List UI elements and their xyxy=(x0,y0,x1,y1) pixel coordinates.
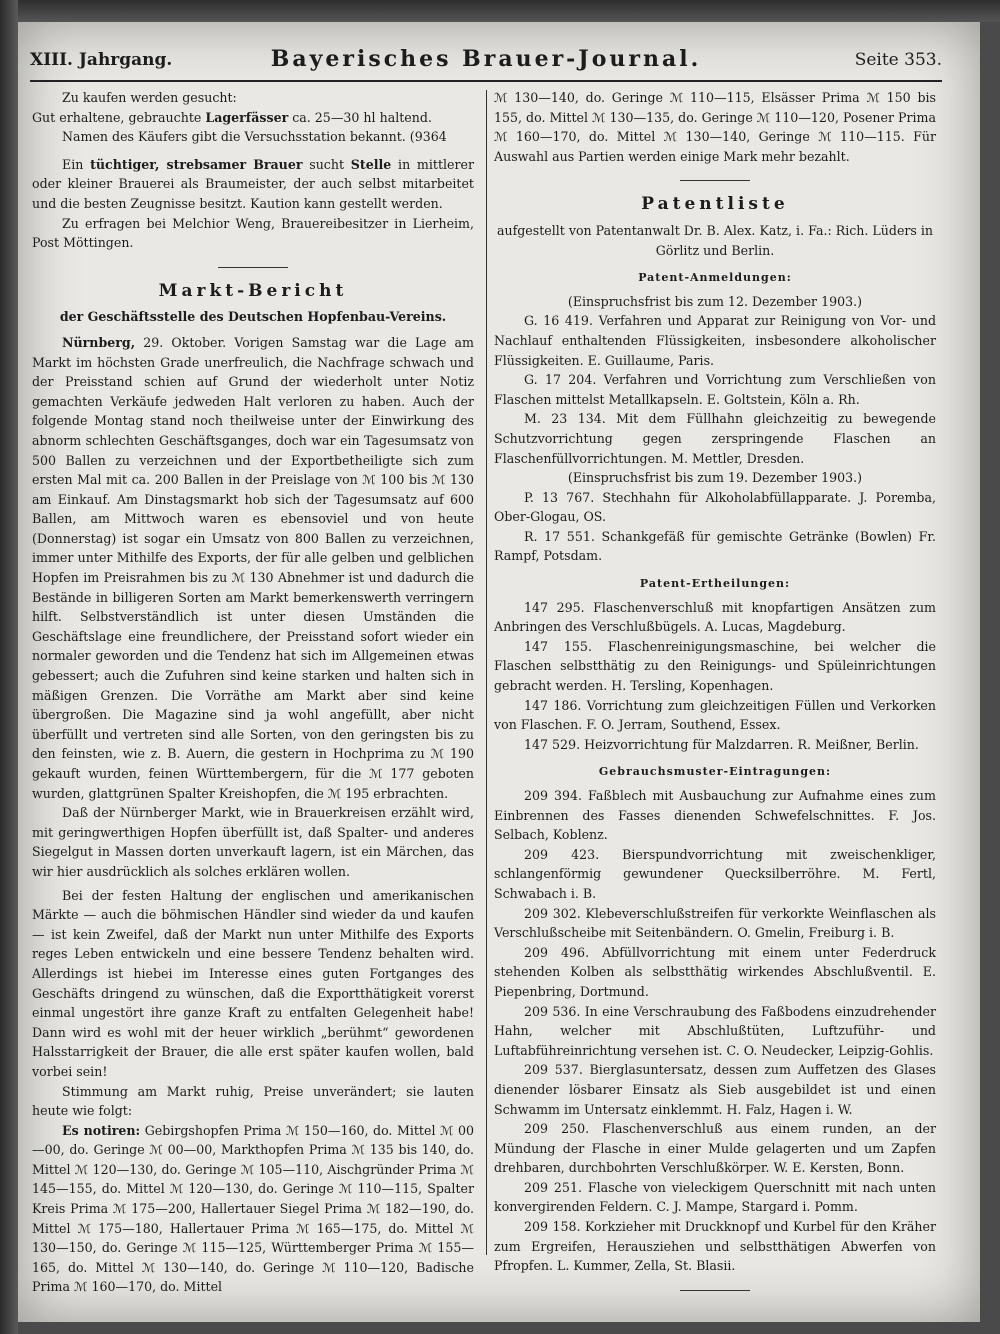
journal-title: Bayerisches Brauer-Journal. xyxy=(270,46,702,72)
scan-edge-left xyxy=(0,0,18,1334)
utility-model-entry: 209 496. Abfüllvorrichtung mit einem unter Federdruck stehenden Kolben als selbstthätig wirkendes Abschlußventil. E. Piepenbring, Dortmund. xyxy=(494,944,936,999)
right-column xyxy=(494,88,936,1305)
column-divider xyxy=(486,90,487,1255)
page-header xyxy=(30,40,942,82)
market-paragraph-2: Daß der Nürnberger Markt, wie in Brauerkreisen erzählt wird, mit geringwerthigen Hopfen überfüllt ist, daß Spalter- und anderes Siegelgut in Massen dorten unverkauft lagern, ist ein Märchen, das wir hier ausdrücklich als solches erklären wollen. xyxy=(32,805,474,879)
market-report-subtitle: der Geschäftsstelle des Deutschen Hopfenbau-Vereins. xyxy=(59,309,447,325)
market-paragraph-3: Bei der festen Haltung der englischen und amerikanischen Märkte — auch die böhmischen Händler sind wieder da und kaufen — ist kein Zweifel, daß der Markt nun unter Mithilfe des Exports reges Leben entwickeln und eine bessere Tendenz behalten wird. Allerdings ist hiebei im Interesse eines guten Fortganges des Geschäfts dringend zu wünschen, daß die Exportthätigkeit vorerst einmal ungestört ihre ganze Kraft zu entfalten Gelegenheit habe! Dann wird es wohl mit der heuer wirklich „berühmt“ gewordenen Halsstarrigkeit der Brauer, die alle erst später kaufen wollen, bald vorbei sein! xyxy=(32,887,474,1079)
left-column xyxy=(32,88,474,1297)
utility-model-entry: 209 302. Klebeverschlußstreifen für verkorkte Weinflaschen als Verschlußscheibe mit Seitenbändern. O. Gmelin, Freiburg i. B. xyxy=(494,905,936,941)
ad1-line2: Gut erhaltene, gebrauchte Lagerfässer ca. 25—30 hl haltend. xyxy=(32,109,432,125)
utility-model-entry: 209 537. Bierglasuntersatz, dessen zum Auffetzen des Glases dienender lösbarer Einsatz als Sieb ausgebildet ist und einen Schwamm im Untersatz einklemmt. H. Falz, Hagen i. W. xyxy=(494,1062,936,1117)
utility-model-entry: 209 423. Bierspundvorrichtung mit zweischenkliger, schlangenförmig gewundener Quecksilberröhre. M. Fertl, Schwabach i. B. xyxy=(494,846,936,901)
volume-label: XIII. Jahrgang. xyxy=(30,50,173,70)
market-paragraph-4: Stimmung am Markt ruhig, Preise unverändert; sie lauten heute wie folgt: xyxy=(32,1083,474,1119)
patent-application: R. 17 551. Schankgefäß für gemischte Getränke (Bowlen) Fr. Rampf, Potsdam. xyxy=(494,528,936,564)
utility-model-entry: 209 251. Flasche von vieleckigem Querschnitt mit nach unten konvergirenden Feldern. C. J. Mampe, Stargard i. Pomm. xyxy=(494,1179,936,1215)
page-number: Seite 353. xyxy=(854,50,942,70)
patent-list-subtitle: aufgestellt von Patentanwalt Dr. B. Alex. Katz, i. Fa.: Rich. Lüders in Görlitz und Berlin. xyxy=(496,222,934,258)
objection-period-1: (Einspruchsfrist bis zum 12. Dezember 1903.) xyxy=(567,293,863,309)
patent-grant: 147 186. Vorrichtung zum gleichzeitigen Füllen und Verkorken von Flaschen. F. O. Jerram, Southend, Essex. xyxy=(494,697,936,733)
patent-applications-heading: Patent-Anmeldungen: xyxy=(638,271,792,285)
patent-grants-heading: Patent-Ertheilungen: xyxy=(639,577,791,591)
utility-model-entry: 209 394. Faßblech mit Ausbauchung zur Aufnahme eines zum Einbrennen des Fasses dienenden Schwefelschnittes. F. Jos. Selbach, Koblenz. xyxy=(494,788,936,843)
market-report-title: Markt-Bericht xyxy=(158,280,348,301)
utility-model-entry: 209 158. Korkzieher mit Druckknopf und Kurbel für den Kräher zum Ergreifen, Herausziehen und selbstthätigen Abwerfen von Pfropfen. L. Kummer, Zella, St. Blasii. xyxy=(494,1219,936,1274)
utility-model-entry: 209 250. Flaschenverschluß aus einem runden, an der Mündung der Flasche in einer Mulde gelagerten und um Zapfen drehbaren, durchbohrten Verschlußkörper. W. E. Kersten, Bonn. xyxy=(494,1121,936,1176)
ad1-line1: Zu kaufen werden gesucht: xyxy=(62,90,237,105)
utility-model-entry: 209 536. In eine Verschraubung des Faßbodens einzudrehender Hahn, welcher mit Abschlußtüten, Luftzuführ- und Luftabführeinrichtung versehen ist. C. O. Neudecker, Leipzig-Gohlis. xyxy=(494,1003,936,1058)
patent-grant: 147 295. Flaschenverschluß mit knopfartigen Ansätzen zum Anbringen des Verschlußbügels. A. Lucas, Magdeburg. xyxy=(494,599,936,635)
objection-period-2: (Einspruchsfrist bis zum 19. Dezember 1903.) xyxy=(567,470,863,486)
scan-edge-top xyxy=(0,0,1000,22)
end-rule xyxy=(680,1290,750,1291)
patent-list-title: Patentliste xyxy=(641,194,789,215)
patent-grant: 147 529. Heizvorrichtung für Malzdarren. R. Meißner, Berlin. xyxy=(524,736,919,752)
ad1-line3: Namen des Käufers gibt die Versuchsstation bekannt. (9364 xyxy=(62,129,447,145)
patent-application: G. 16 419. Verfahren und Apparat zur Reinigung von Vor- und Nachlauf enthaltenden Flüssigkeiten, insbesondere alkoholischer Flüssigkeiten. E. Guillaume, Paris. xyxy=(494,313,936,368)
market-paragraph-1: Nürnberg, 29. Oktober. Vorigen Samstag war die Lage am Markt im höchsten Grade unerfreulich, die Nachfrage schwach und der Preisstand schien auf Grund der wiederholt unter Notiz gemachten Verkäufe jedweden Halt verloren zu haben. Auch der folgende Montag stand noch theilweise unter der Einwirkung des abnorm schlechten Geschäftsganges, doch war ein Tagesumsatz von 500 Ballen zu verzeichnen und der Exportbetheiligte sich zum ersten Mal mit ca. 200 Ballen in der Preislage von ℳ 100 bis ℳ 130 am Einkauf. Am Dinstagsmarkt hob sich der Tagesumsatz auf 600 Ballen, am Mittwoch waren es ebensoviel und von heute (Donnerstag) ist sogar ein Umsatz von 800 Ballen zu verzeichnen, immer unter Mithilfe des Exports, der für alle gelben und gelblichen Hopfen im Preisrahmen bis zu ℳ 130 Abnehmer ist und dadurch die Bestände in billigeren Sorten am Markt bemerkenswerth verringern hilft. Selbstverständlich ist unter diesen Umständen die Geschäftslage eine freundlichere, der Preisstand sofort wieder ein normaler geworden und die Tendenz hat sich im Allgemeinen etwas gebessert; auch die Zufuhren sind keine starken und halten sich in mäßigen Grenzen. Die Vorräthe am Markt aber sind keine übergroßen. Die Magazine sind ja wohl angefüllt, aber nicht überfüllt und vertreten sind alle Sorten, von den geringsten bis zu den feinsten, wie z. B. Auern, die gestern in Hochprima zu ℳ 190 gekauft wurden, feinen Württembergern, für die ℳ 177 geboten wurden, glattgrünen Spalter Kreishopfen, die ℳ 195 erbrachten. xyxy=(32,334,474,801)
ad2-contact: Zu erfragen bei Melchior Weng, Brauereibesitzer in Lierheim, Post Möttingen. xyxy=(32,215,474,251)
patent-application: P. 13 767. Stechhahn für Alkoholabfüllapparate. J. Poremba, Ober-Glogau, OS. xyxy=(494,489,936,525)
patent-application: G. 17 204. Verfahren und Vorrichtung zum Verschließen von Flaschen mittelst Metallkapseln. E. Goltstein, Köln a. Rh. xyxy=(494,372,936,407)
section-rule-right xyxy=(680,180,750,181)
patent-application: M. 23 134. Mit dem Füllhahn gleichzeitig zu bewegende Schutzvorrichtung gegen zerspringende Flaschen an Flaschenfüllvorrichtungen. M. Mettler, Dresden. xyxy=(494,411,936,466)
prices-continued: ℳ 130—140, do. Geringe ℳ 110—115, Elsässer Prima ℳ 150 bis 155, do. Mittel ℳ 130—135, do. Geringe ℳ 110—120, Posener Prima ℳ 160—170, do. Mittel ℳ 130—140, Geringe ℳ 110—115. Für Auswahl aus Partien werden einige Mark mehr bezahlt. xyxy=(494,90,936,164)
patent-grant: 147 155. Flaschenreinigungsmaschine, bei welcher die Flaschen selbstthätig zu den Reinigungs- und Spüleinrichtungen gebracht werden. H. Tersling, Kopenhagen. xyxy=(494,638,936,694)
utility-models-heading: Gebrauchsmuster-Eintragungen: xyxy=(598,765,832,779)
section-rule xyxy=(218,267,288,268)
market-prices: Es notiren: Gebirgshopfen Prima ℳ 150—160, do. Mittel ℳ 00—00, do. Geringe ℳ 00—00, Markthopfen Prima ℳ 135 bis 140, do. Mittel ℳ 120—130, do. Geringe ℳ 105—110, Aischgründer Prima ℳ 145—155, do. Mittel ℳ 120—130, do. Geringe ℳ 110—115, Spalter Kreis Prima ℳ 175—200, Hallertauer Siegel Prima ℳ 182—190, do. Mittel ℳ 175—180, Hallertauer Prima ℳ 165—175, do. Mittel ℳ 130—150, do. Geringe ℳ 115—125, Württemberger Prima ℳ 155—165, do. Mittel ℳ 130—140, do. Geringe ℳ 110—120, Badische Prima ℳ 160—170, do. Mittel xyxy=(32,1122,474,1295)
ad2-text: Ein tüchtiger, strebsamer Brauer sucht Stelle in mittlerer oder kleiner Brauerei als Braumeister, der auch selbst mitarbeitet und die besten Zeugnisse besitzt. Kaution kann gestellt werden. xyxy=(32,156,474,211)
